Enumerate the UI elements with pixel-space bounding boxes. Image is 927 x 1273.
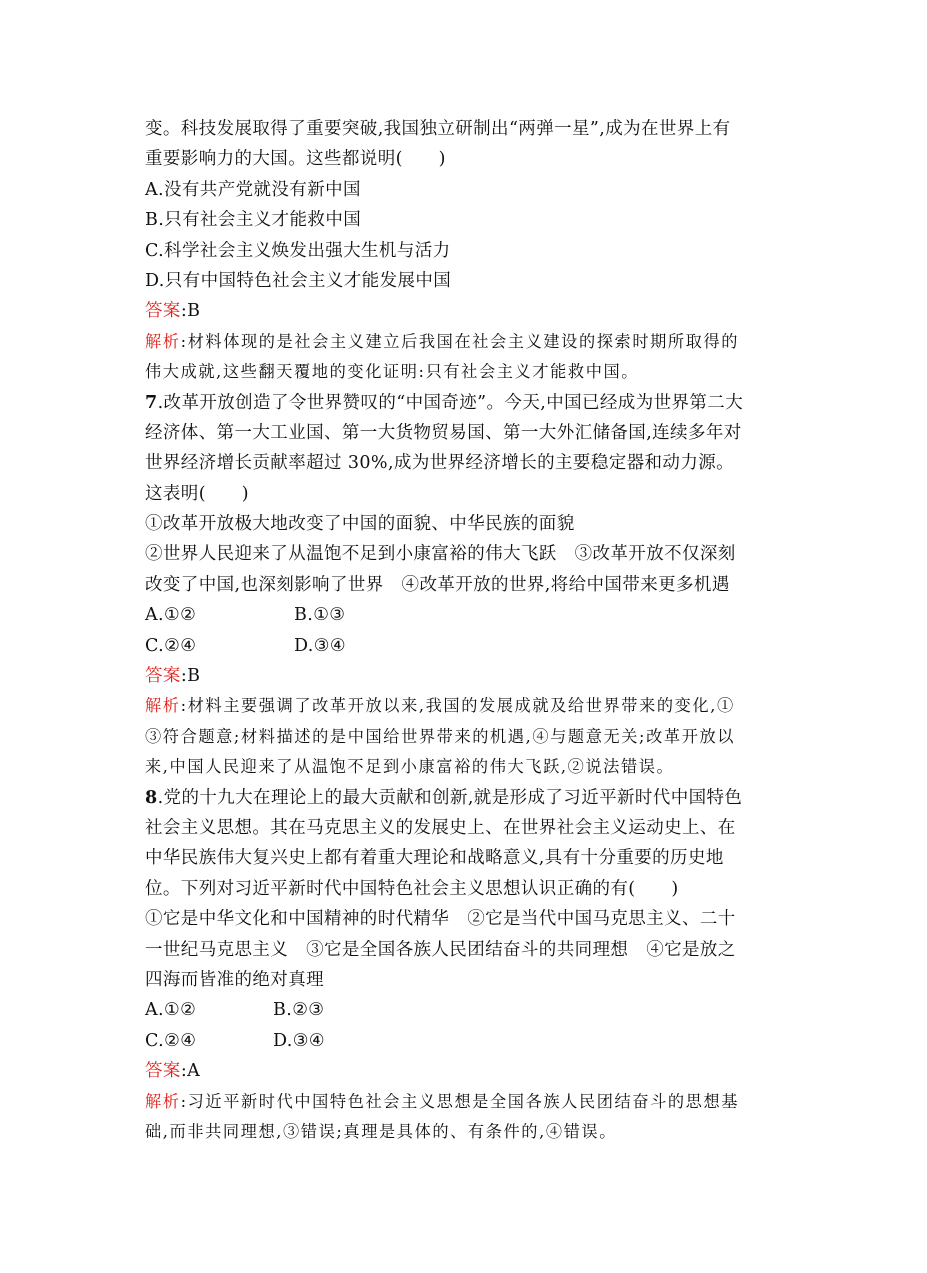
q6-analysis-line-2: 伟大成就,这些翻天覆地的变化证明:只有社会主义才能救中国。	[145, 362, 640, 382]
q6-option-a: A.没有共产党就没有新中国	[145, 179, 361, 200]
q8-analysis-line-1	[145, 1087, 790, 1117]
q8-statement-line-3: 四海而皆准的绝对真理	[145, 969, 324, 990]
q7-analysis-line-3: 来,中国人民迎来了从温饱不足到小康富裕的伟大飞跃,②说法错误。	[145, 757, 675, 777]
answer-label: 答案	[145, 301, 181, 322]
answer-label: 答案	[145, 1061, 181, 1082]
q6-answer	[145, 296, 790, 326]
q6-option-d: D.只有中国特色社会主义才能发展中国	[145, 270, 452, 291]
q7-stem-line-1	[145, 388, 790, 418]
q7-options-row-1	[145, 600, 790, 630]
q7-stem-first: .改革开放创造了令世界赞叹的“中国奇迹”。今天,中国已经成为世界第二大	[157, 392, 744, 413]
q8-option-a: A.①②	[145, 1000, 197, 1021]
q6-option-b: B.只有社会主义才能救中国	[145, 210, 362, 231]
q8-option-b: B.②③	[273, 1000, 325, 1021]
q6-stem-line-1: 变。科技发展取得了重要突破,我国独立研制出“两弹一星”,成为在世界上有	[145, 119, 731, 139]
q8-stem-line-3: 中华民族伟大复兴史上都有着重大理论和战略意义,具有十分重要的历史地	[145, 848, 724, 869]
q8-stem-line-1	[145, 783, 790, 813]
q7-option-b: B.①③	[294, 605, 346, 626]
q6-stem-line-2: 重要影响力的大国。这些都说明( )	[145, 149, 446, 170]
q8-statement-line-1: ①它是中华文化和中国精神的时代精华 ②它是当代中国马克思主义、二十	[145, 909, 736, 930]
analysis-text: :材料主要强调了改革开放以来,我国的发展成就及给世界带来的变化,①	[180, 696, 735, 716]
document-page	[145, 114, 790, 1147]
analysis-text: :习近平新时代中国特色社会主义思想是全国各族人民团结奋斗的思想基	[180, 1091, 740, 1111]
q8-stem-first: .党的十九大在理论上的最大贡献和创新,就是形成了习近平新时代中国特色	[157, 787, 743, 808]
answer-label: 答案	[145, 666, 181, 687]
q7-analysis-line-1	[145, 691, 790, 721]
answer-value: :A	[180, 1061, 201, 1082]
q7-options-row-2	[145, 631, 790, 661]
q8-option-c: C.②④	[145, 1030, 197, 1051]
q7-option-d: D.③④	[294, 635, 346, 656]
q8-options-row-2	[145, 1026, 790, 1056]
q8-stem-line-4: 位。下列对习近平新时代中国特色社会主义思想认识正确的有( )	[145, 878, 679, 899]
answer-value: :B	[180, 666, 201, 687]
q8-analysis-line-2: 础,而非共同理想,③错误;真理是具体的、有条件的,④错误。	[145, 1121, 617, 1141]
answer-value: :B	[180, 301, 201, 322]
question-6	[145, 114, 790, 388]
analysis-text: :材料体现的是社会主义建立后我国在社会主义建设的探索时期所取得的	[180, 331, 740, 351]
question-number: 8	[145, 787, 158, 808]
q7-answer	[145, 661, 790, 691]
q7-statement-line-1: ①改革开放极大地改变了中国的面貌、中华民族的面貌	[145, 514, 575, 535]
q8-options-row-1	[145, 995, 790, 1025]
question-7	[145, 388, 790, 783]
q8-statement-line-2: 一世纪马克思主义 ③它是全国各族人民团结奋斗的共同理想 ④它是放之	[145, 939, 736, 960]
analysis-label: 解析	[145, 696, 181, 716]
q8-option-d: D.③④	[273, 1030, 325, 1051]
q7-stem-line-3: 世界经济增长贡献率超过 30%,成为世界经济增长的主要稳定器和动力源。	[145, 453, 735, 474]
q7-statement-line-3: 改变了中国,也深刻影响了世界 ④改革开放的世界,将给中国带来更多机遇	[145, 574, 730, 595]
question-8	[145, 783, 790, 1148]
q7-option-c: C.②④	[145, 635, 197, 656]
analysis-label: 解析	[145, 331, 181, 351]
q7-option-a: A.①②	[145, 605, 197, 626]
q6-option-c: C.科学社会主义焕发出强大生机与活力	[145, 240, 451, 261]
q7-analysis-line-2: ③符合题意;材料描述的是中国给世界带来的机遇,④与题意无关;改革开放以	[145, 726, 736, 746]
q7-stem-line-4: 这表明( )	[145, 483, 249, 504]
q8-answer	[145, 1056, 790, 1086]
question-number: 7	[145, 392, 158, 413]
analysis-label: 解析	[145, 1091, 181, 1111]
q8-stem-line-2: 社会主义思想。其在马克思主义的发展史上、在世界社会主义运动史上、在	[145, 817, 736, 838]
q6-analysis-line-1	[145, 327, 790, 357]
q7-statement-line-2: ②世界人民迎来了从温饱不足到小康富裕的伟大飞跃 ③改革开放不仅深刻	[145, 544, 736, 565]
q7-stem-line-2: 经济体、第一大工业国、第一大货物贸易国、第一大外汇储备国,连续多年对	[145, 422, 742, 443]
